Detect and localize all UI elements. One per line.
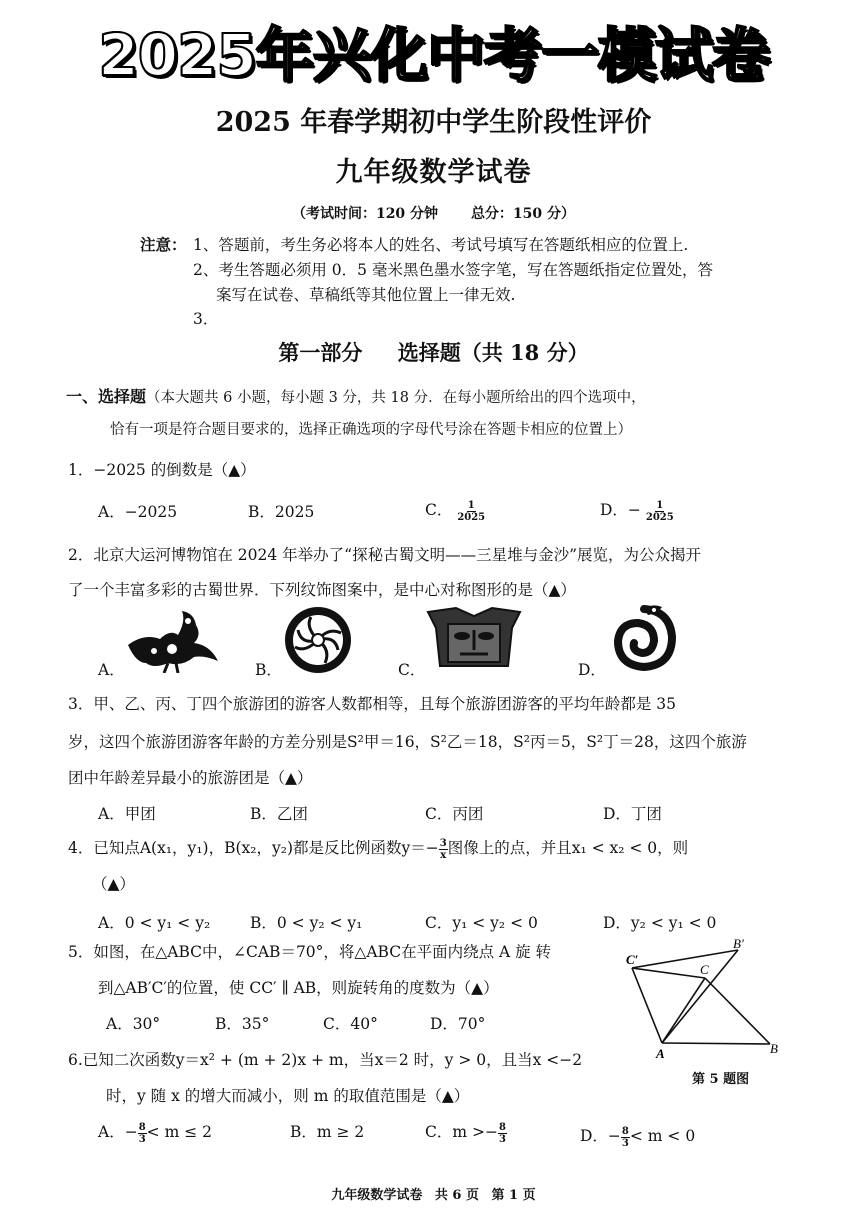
fraction-numerator: 8	[621, 1125, 629, 1137]
q6-option-a-post: < m ≤ 2	[146, 1123, 212, 1141]
q4-fraction	[439, 838, 448, 861]
q6-line1: 6.已知二次函数y＝x² + (m + 2)x + m，当x＝2 时，y > 0，且当x <−2	[68, 1051, 583, 1069]
q4-line1-pre: 4．已知点A(x₁，y₁)，B(x₂，y₂)都是反比例函数y＝−	[68, 839, 439, 857]
q1-option-b: B．2025	[248, 503, 315, 521]
figure-label-c-prime: C′	[626, 952, 639, 967]
q5-figure-caption: 第 5 题图	[692, 1072, 750, 1087]
figure-label-b: B	[770, 1041, 778, 1056]
q4-line1-post: 图像上的点，并且x₁ < x₂ < 0，则	[447, 839, 689, 857]
part-one-left: 第一部分	[278, 340, 363, 365]
q1-option-c	[425, 498, 485, 523]
exam-meta	[0, 203, 867, 223]
q6-option-b: B．m ≥ 2	[290, 1123, 365, 1141]
q2-option-a: A．	[98, 661, 125, 679]
q3-line2: 岁，这四个旅游团游客年龄的方差分别是S²甲＝16，S²乙＝18，S²丙＝5，S²丁＝28，这四个旅游	[68, 733, 747, 751]
q1-option-c-label: C．	[425, 501, 453, 519]
q6-option-c	[425, 1120, 507, 1145]
notice-item-3: 3．	[193, 310, 219, 328]
q6-option-d-pre: D．−	[580, 1127, 621, 1145]
figure-label-c: C	[700, 962, 709, 977]
q5-option-b: B．35°	[215, 1015, 270, 1033]
fraction-numerator: 8	[138, 1121, 146, 1133]
q3-line1: 3．甲、乙、丙、丁四个旅游团的游客人数都相等，且每个旅游团游客的平均年龄都是 35	[68, 695, 677, 713]
q5-option-a: A．30°	[106, 1015, 161, 1033]
q5-option-d: D．70°	[430, 1015, 486, 1033]
section-one-desc2: 恰有一项是符合题目要求的，选择正确选项的字母代号涂在答题卡相应的位置上）	[110, 422, 632, 438]
q4-option-a: A．0 < y₁ < y₂	[98, 914, 211, 932]
swirl-sun-disc-icon	[283, 605, 353, 675]
q4-option-d: D．y₂ < y₁ < 0	[603, 914, 717, 932]
q3-option-b: B．乙团	[250, 805, 308, 823]
q6-line2: 时，y 随 x 的增大而减小，则 m 的取值范围是（▲）	[106, 1087, 470, 1105]
figure-label-b-prime: B′	[733, 936, 744, 951]
q6-option-d-post: < m < 0	[629, 1127, 696, 1145]
dragon-coil-icon	[608, 603, 680, 675]
q3-line3: 团中年龄差异最小的旅游团是（▲）	[68, 769, 313, 787]
q6-option-d-fraction	[621, 1126, 630, 1149]
part-one-right: 选择题（共 18 分）	[397, 340, 589, 365]
page-footer	[0, 1184, 867, 1203]
figure-label-a: A	[656, 1046, 665, 1061]
fraction-denominator: x	[440, 849, 447, 861]
fraction-numerator: 1	[656, 499, 664, 511]
q3-option-a: A．甲团	[98, 805, 156, 823]
exam-total: 总分：150 分）	[470, 206, 576, 222]
footer-title: 九年级数学试卷	[331, 1188, 423, 1203]
q2-line1: 2．北京大运河博物馆在 2024 年举办了“探秘古蜀文明——三星堆与金沙”展览，为公众揭开	[68, 546, 702, 564]
fraction-denominator: 3	[498, 1133, 506, 1145]
q2-option-b: B．	[255, 661, 282, 679]
fraction-denominator: 3	[621, 1137, 629, 1149]
q6-option-a	[98, 1120, 212, 1145]
q1-option-d-fraction	[646, 500, 674, 523]
notice-item-2: 2、考生答题必须用 0．5 毫米黑色墨水签字笔，写在答题纸指定位置处，答	[193, 261, 713, 279]
part-one-heading	[0, 337, 867, 367]
q4-option-b: B．0 < y₂ < y₁	[250, 914, 363, 932]
notice-item-1: 1、答题前，考生务必将本人的姓名、考试号填写在答题纸相应的位置上.	[193, 236, 689, 254]
q5-line2: 到△AB′C′的位置，使 CC′ ∥ AB，则旋转角的度数为（▲）	[98, 979, 499, 997]
q6-option-c-fraction	[498, 1122, 507, 1145]
q6-option-c-pre: C．m >−	[425, 1123, 498, 1141]
q6-option-a-fraction	[138, 1122, 147, 1145]
q5-line1: 5．如图，在△ABC中，∠CAB＝70°，将△ABC在平面内绕点 A 旋 转	[68, 943, 552, 961]
q1-option-d	[600, 498, 674, 523]
section-one-desc1: （本大题共 6 小题，每小题 3 分，共 18 分．在每小题所给出的四个选项中，	[146, 390, 646, 406]
exam-title-line1: 2025 年春学期初中学生阶段性评价	[215, 107, 652, 138]
q2-option-d: D．	[578, 661, 606, 679]
fraction-denominator: 2025	[645, 511, 674, 523]
notice-item-2-cont: 案写在试卷、草稿纸等其他位置上一律无效.	[216, 286, 516, 304]
q4-option-c: C．y₁ < y₂ < 0	[425, 914, 538, 932]
q6-option-a-pre: A．−	[98, 1123, 138, 1141]
exam-time: （考试时间：120 分钟	[291, 206, 439, 222]
fraction-numerator: 3	[439, 837, 447, 849]
q4-line2: （▲）	[92, 875, 135, 893]
bird-pattern-icon	[124, 605, 224, 673]
footer-total-pages: 共 6 页	[434, 1188, 479, 1203]
q5-figure-triangle-rotation	[620, 936, 790, 1061]
fraction-numerator: 8	[498, 1121, 506, 1133]
fraction-numerator: 1	[467, 499, 475, 511]
q3-option-d: D．丁团	[603, 805, 662, 823]
exam-banner: 2025年兴化中考一模试卷	[98, 21, 769, 89]
q1-stem: 1．−2025 的倒数是（▲）	[68, 461, 256, 479]
q1-option-a: A．−2025	[98, 503, 178, 521]
footer-page-number: 第 1 页	[491, 1188, 536, 1203]
q1-option-d-label: D．−	[600, 501, 641, 519]
q3-option-c: C．丙团	[425, 805, 484, 823]
notice-label: 注意：	[140, 235, 187, 254]
q1-option-c-fraction	[457, 500, 485, 523]
q4-line1	[68, 836, 688, 861]
q2-line2: 了一个丰富多彩的古蜀世界．下列纹饰图案中，是中心对称图形的是（▲）	[68, 581, 576, 599]
bronze-mask-icon	[426, 606, 522, 670]
q6-option-d	[580, 1124, 695, 1149]
fraction-denominator: 3	[138, 1133, 146, 1145]
section-one-heading: 一、选择题	[66, 387, 147, 406]
q5-option-c: C．40°	[323, 1015, 378, 1033]
fraction-denominator: 2025	[457, 511, 486, 523]
q2-option-c: C．	[398, 661, 426, 679]
exam-title-line2: 九年级数学试卷	[335, 157, 532, 188]
section-one-line1	[66, 384, 646, 407]
